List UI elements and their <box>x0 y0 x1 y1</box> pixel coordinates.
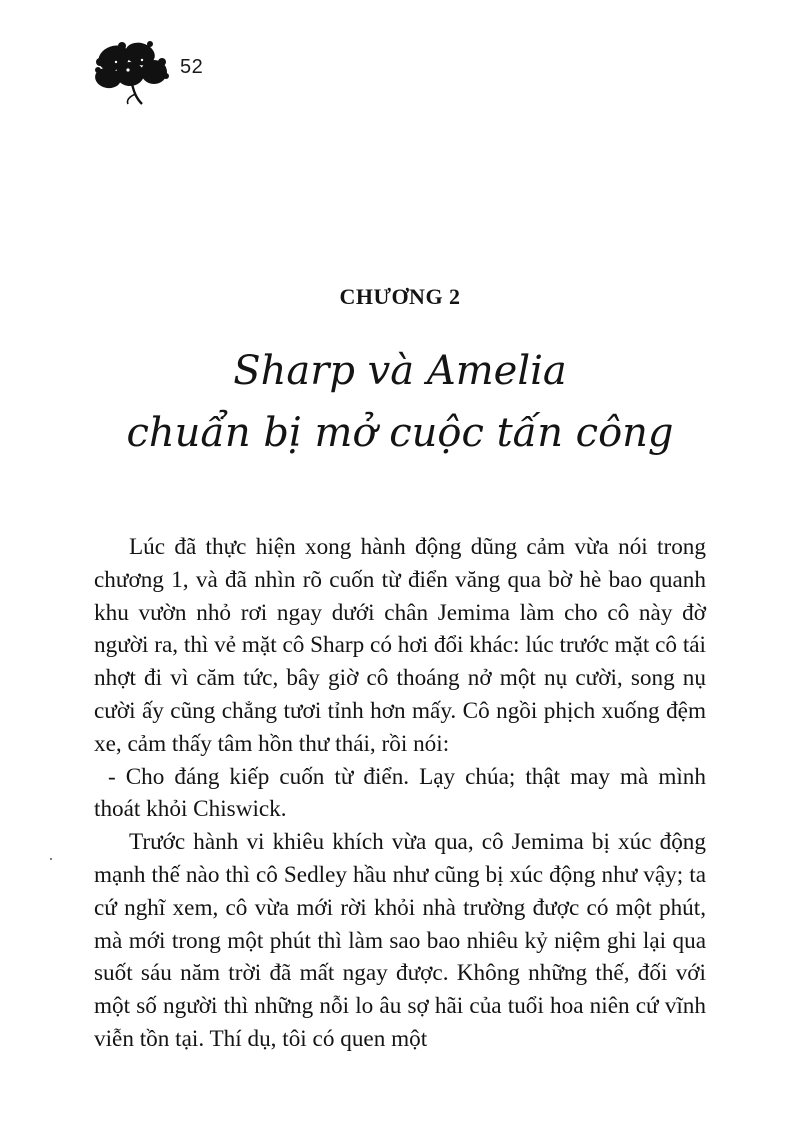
page-number: 52 <box>180 56 204 78</box>
body-text <box>94 531 706 1056</box>
paragraph-2-dialogue: - Cho đáng kiếp cuốn từ điển. Lạy chúa; thật may mà mình thoát khỏi Chiswick. <box>94 763 706 823</box>
paragraph-1: Lúc đã thực hiện xong hành động dũng cảm vừa nói trong chương 1, và đã nhìn rõ cuốn từ điển văng qua bờ hè bao quanh khu vườn nhỏ rơi ngay dưới chân Jemima làm cho cô này đờ người ra, thì vẻ mặt cô Sharp có hơi đổi khác: lúc trước mặt cô tái nhợt đi vì căm tức, bây giờ cô thoáng nở một nụ cười, song nụ cười ấy cũng chẳng tươi tỉnh hơn mấy. Cô ngồi phịch xuống đệm xe, cảm thấy tâm hồn thư thái, rồi nói: <box>94 534 706 757</box>
chapter-label: CHƯƠNG 2 <box>339 284 461 309</box>
paragraph-3: Trước hành vi khiêu khích vừa qua, cô Jemima bị xúc động mạnh thế nào thì cô Sedley hầu như cũng bị xúc động như vậy; ta cứ nghĩ xem, cô vừa mới rời khỏi nhà trường được có một phút, mà mới trong một phút thì làm sao bao nhiêu kỷ niệm ghi lại qua suốt sáu năm trời đã mất ngay được. Không những thế, đối với một số người thì những nỗi lo âu sợ hãi của tuổi hoa niên cứ vĩnh viễn tồn tại. Thí dụ, tôi có quen một <box>94 829 706 1052</box>
page-header <box>92 40 292 110</box>
chapter-title <box>0 340 800 464</box>
chapter-title-line-1: Sharp và Amelia <box>233 348 567 394</box>
chapter-title-line-2: chuẩn bị mở cuộc tấn công <box>126 410 674 456</box>
print-speck <box>50 858 52 860</box>
flower-icon <box>92 40 170 108</box>
